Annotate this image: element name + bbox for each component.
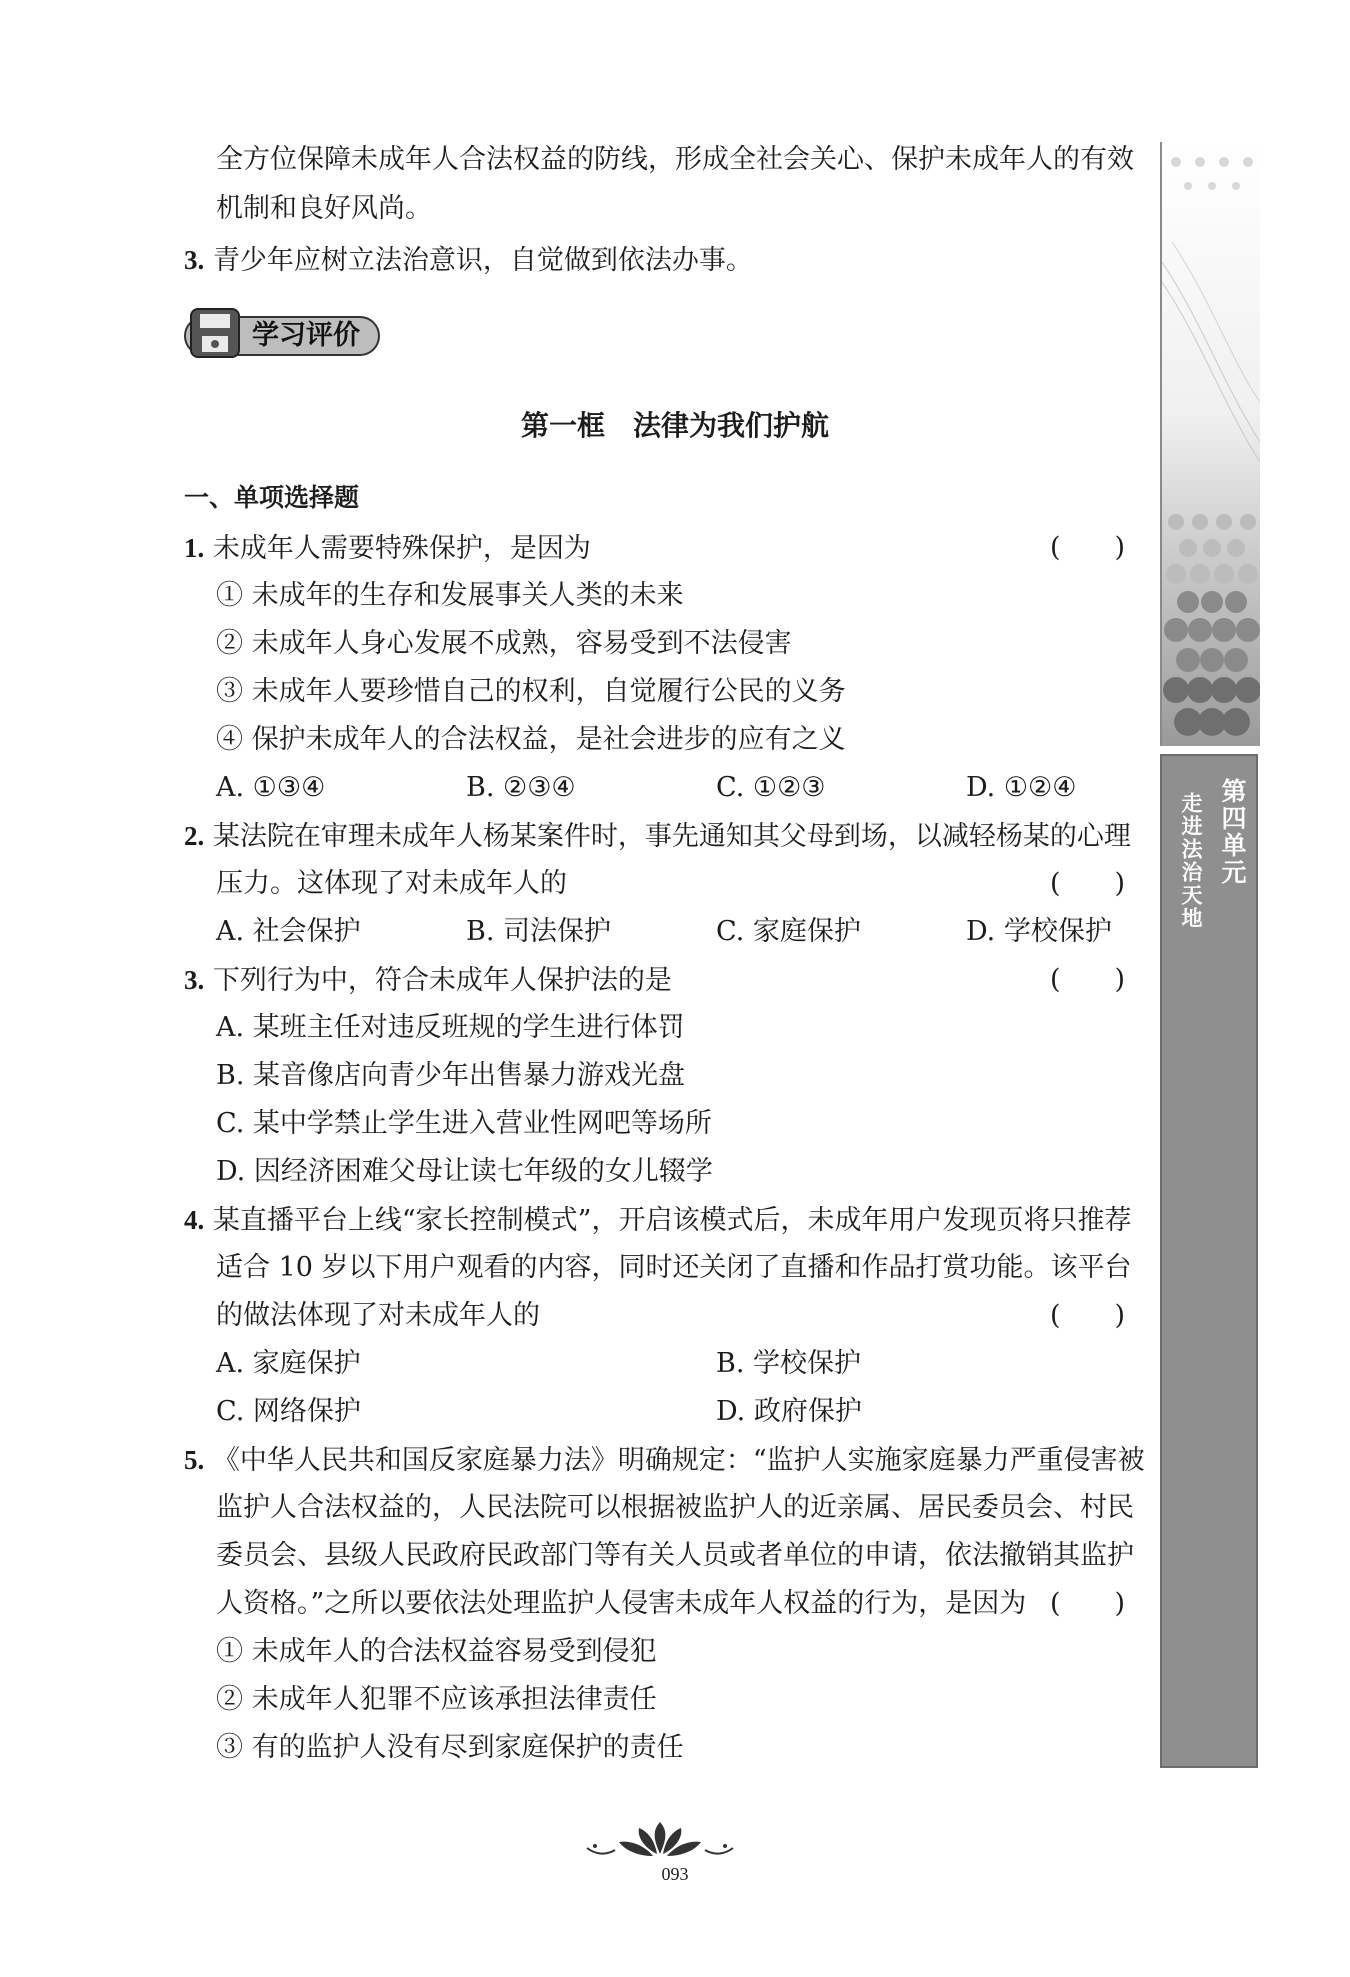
q1-item-3: ③ 未成年人要珍惜自己的权利，自觉履行公民的义务	[216, 676, 846, 707]
q4-option-d[interactable]: D. 政府保护	[716, 1396, 862, 1427]
item-number: 3.	[184, 245, 205, 275]
question-3-stem	[184, 962, 672, 999]
q1-item-2: ② 未成年人身心发展不成熟，容易受到不法侵害	[216, 628, 792, 659]
q4-option-a[interactable]: A. 家庭保护	[216, 1348, 361, 1379]
answer-blank[interactable]: ( )	[1050, 1300, 1126, 1331]
question-number: 5.	[184, 1445, 205, 1475]
question-2-stem-line-2: 压力。这体现了对未成年人的	[216, 868, 567, 899]
part-heading: 一、单项选择题	[184, 483, 360, 512]
sidebar-unit-title: 走进法治天地	[1179, 792, 1203, 930]
question-5-stem-line-2: 监护人合法权益的，人民法院可以根据被监护人的近亲属、居民委员会、村民	[216, 1492, 1134, 1523]
sidebar-label-panel	[1160, 754, 1258, 1768]
q1-item-1: ① 未成年的生存和发展事关人类的未来	[216, 580, 684, 611]
question-text: 《中华人民共和国反家庭暴力法》明确规定：“监护人实施家庭暴力严重侵害被	[212, 1445, 1145, 1476]
q4-option-c[interactable]: C. 网络保护	[216, 1396, 361, 1427]
answer-blank[interactable]: ( )	[1050, 964, 1126, 995]
question-5-stem-line-4: 人资格。”之所以要依法处理监护人侵害未成年人权益的行为，是因为	[216, 1588, 1027, 1619]
question-text: 下列行为中，符合未成年人保护法的是	[212, 965, 672, 996]
question-number: 1.	[184, 533, 205, 563]
q5-item-1: ① 未成年人的合法权益容易受到侵犯	[216, 1636, 657, 1667]
sidebar-unit-label: 第四单元	[1218, 778, 1247, 886]
q5-item-2: ② 未成年人犯罪不应该承担法律责任	[216, 1684, 657, 1715]
study-evaluation-badge	[184, 306, 380, 360]
intro-line-2: 机制和良好风尚。	[216, 193, 432, 224]
question-text: 某法院在审理未成年人杨某案件时，事先通知其父母到场，以减轻杨某的心理	[212, 821, 1131, 852]
q5-item-3: ③ 有的监护人没有尽到家庭保护的责任	[216, 1732, 684, 1763]
question-4-stem-line-3: 的做法体现了对未成年人的	[216, 1300, 540, 1331]
q2-option-a[interactable]: A. 社会保护	[216, 916, 361, 947]
answer-blank[interactable]: ( )	[1050, 1588, 1126, 1619]
q3-option-b[interactable]: B. 某音像店向青少年出售暴力游戏光盘	[216, 1060, 686, 1091]
question-number: 4.	[184, 1205, 205, 1235]
q3-option-a[interactable]: A. 某班主任对违反班规的学生进行体罚	[216, 1012, 685, 1043]
q2-option-c[interactable]: C. 家庭保护	[716, 916, 861, 947]
q1-item-4: ④ 保护未成年人的合法权益，是社会进步的应有之义	[216, 724, 846, 755]
q3-option-c[interactable]: C. 某中学禁止学生进入营业性网吧等场所	[216, 1108, 712, 1139]
page-number: 093	[661, 1864, 689, 1884]
intro-item-3	[184, 242, 753, 279]
question-5-stem-line-3: 委员会、县级人民政府民政部门等有关人员或者单位的申请，依法撤销其监护	[216, 1540, 1134, 1571]
question-1-stem	[184, 530, 591, 567]
sidebar-pattern	[1160, 142, 1260, 746]
question-text: 未成年人需要特殊保护，是因为	[212, 533, 591, 564]
q3-option-d[interactable]: D. 因经济困难父母让读七年级的女儿辍学	[216, 1156, 713, 1187]
question-4-stem-line-1	[184, 1202, 1131, 1239]
q1-option-a[interactable]: A. ①③④	[216, 772, 326, 803]
answer-blank[interactable]: ( )	[1050, 532, 1126, 563]
question-text: 某直播平台上线“家长控制模式”，开启该模式后，未成年用户发现页将只推荐	[212, 1205, 1132, 1236]
question-5-stem-line-1	[184, 1442, 1145, 1479]
question-4-stem-line-2: 适合 10 岁以下用户观看的内容，同时还关闭了直播和作品打赏功能。该平台	[216, 1252, 1132, 1283]
footer-leaf-ornament	[585, 1820, 735, 1860]
unit-sidebar	[1160, 142, 1258, 1768]
q1-option-c[interactable]: C. ①②③	[716, 772, 826, 803]
q2-option-d[interactable]: D. 学校保护	[966, 916, 1112, 947]
badge-label: 学习评价	[252, 320, 360, 351]
question-2-stem-line-1	[184, 818, 1131, 855]
answer-blank[interactable]: ( )	[1050, 868, 1126, 899]
save-disk-icon	[190, 308, 240, 358]
question-number: 3.	[184, 965, 205, 995]
q4-option-b[interactable]: B. 学校保护	[716, 1348, 862, 1379]
section-title: 第一框 法律为我们护航	[520, 409, 829, 442]
intro-line-1: 全方位保障未成年人合法权益的防线，形成全社会关心、保护未成年人的有效	[216, 144, 1134, 175]
question-number: 2.	[184, 821, 205, 851]
q1-option-b[interactable]: B. ②③④	[466, 772, 576, 803]
q2-option-b[interactable]: B. 司法保护	[466, 916, 612, 947]
q1-option-d[interactable]: D. ①②④	[966, 772, 1077, 803]
item-text: 青少年应树立法治意识，自觉做到依法办事。	[212, 245, 753, 276]
